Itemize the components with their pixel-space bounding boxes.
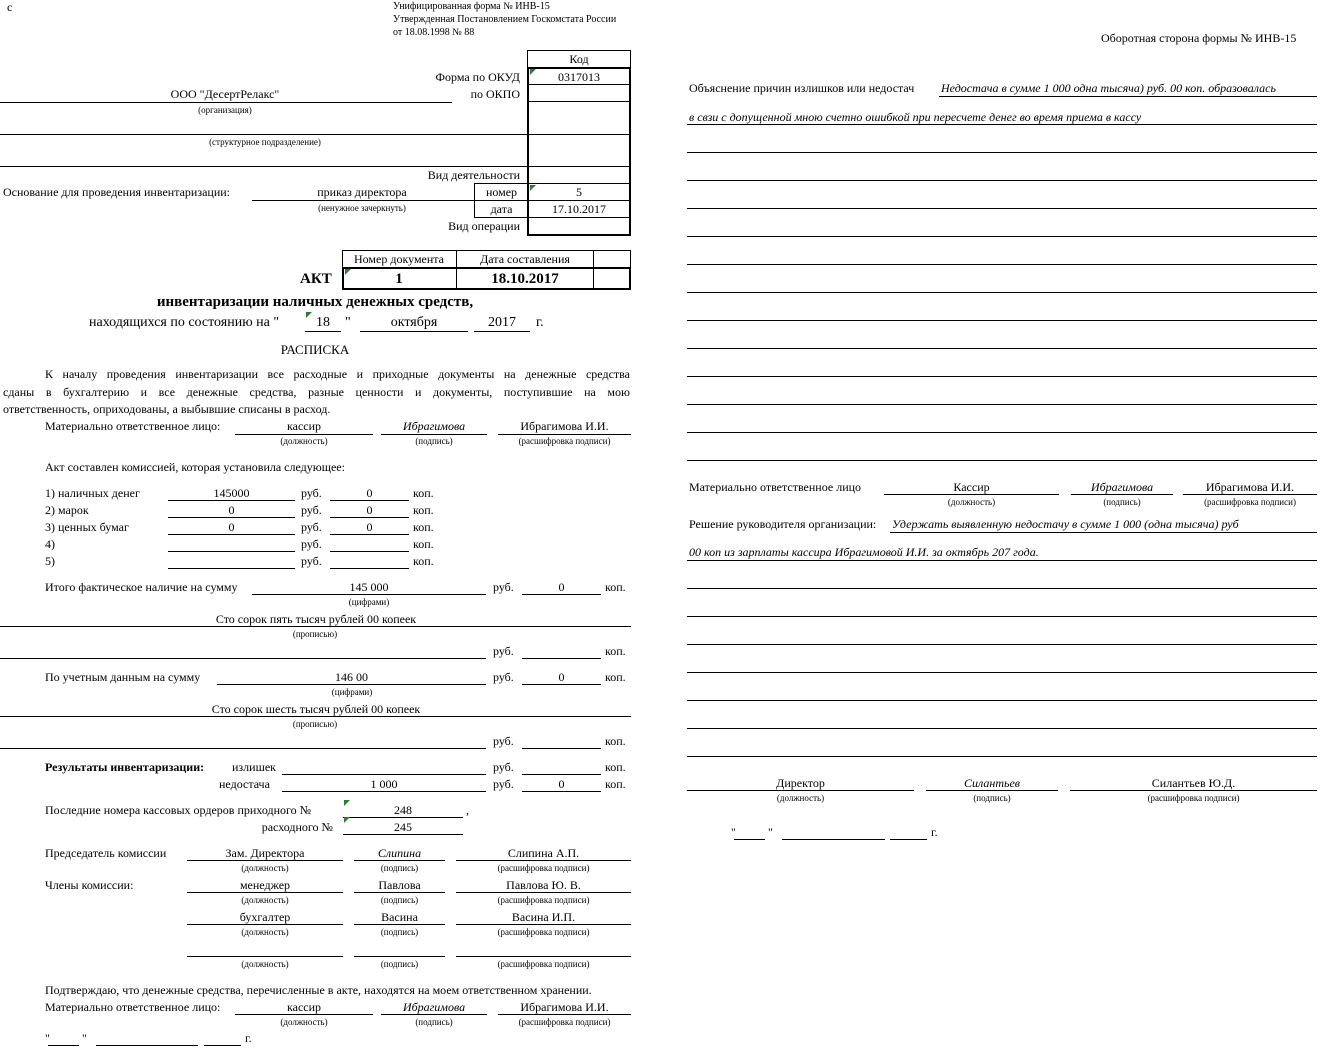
- mol-signature-caption: (подпись): [415, 436, 453, 446]
- mol-position: кассир: [286, 419, 322, 433]
- confirm-name: Ибрагимова И.И.: [520, 1000, 609, 1014]
- rub-label: руб.: [301, 554, 322, 568]
- reason-line-2: в свзи с допущенной мною счетно ошибкой при пересчете денег во время приема в кассу: [689, 110, 1142, 124]
- reverse-mol-label: Материально ответственное лицо: [689, 480, 862, 494]
- form-line-3: от 18.08.1998 № 88: [393, 27, 475, 38]
- shortage-label: недостача: [219, 777, 270, 791]
- name-caption: (расшифровка подписи): [497, 959, 590, 969]
- item-label: 1) наличных денег: [45, 486, 140, 500]
- reverse-date-quote-open: ": [731, 825, 736, 839]
- activity-label: Вид деятельности: [427, 168, 520, 182]
- date-quote-close: ": [82, 1031, 87, 1045]
- position-caption: (должность): [947, 497, 996, 507]
- position-caption: (должность): [241, 959, 289, 969]
- receipt-title: РАСПИСКА: [280, 342, 350, 357]
- position-caption: (должность): [776, 793, 825, 803]
- kop-label: коп.: [413, 554, 434, 568]
- shortage-value: 1 000: [370, 777, 398, 791]
- reverse-date-g: г.: [931, 825, 938, 839]
- act-number: 1: [395, 271, 403, 287]
- rub-label: руб.: [301, 503, 322, 517]
- outgoing-label: расходного №: [261, 820, 333, 834]
- incoming-order: 248: [394, 803, 412, 817]
- signature-caption: (подпись): [973, 793, 1011, 803]
- outgoing-order: 245: [394, 820, 412, 834]
- reverse-date-quote-close: ": [768, 825, 773, 839]
- chairman-label: Председатель комиссии: [45, 846, 167, 860]
- state-label: находящихся по состоянию на ": [89, 315, 280, 330]
- decision-line-2: 00 коп из зарплаты кассира Ибрагимовой И.И. за октябрь 207 года.: [689, 545, 1039, 559]
- words-caption: (прописью): [292, 719, 338, 729]
- item-kop: 0: [366, 520, 373, 534]
- rub-label: руб.: [493, 670, 514, 684]
- position-caption: (должность): [280, 1017, 328, 1027]
- signature-caption: (подпись): [380, 863, 419, 873]
- rub-label: руб.: [493, 760, 514, 774]
- total-value: 145 000: [349, 580, 389, 594]
- receipt-line-3: ответственность, оприходованы, а выбывшие списаны в расход.: [3, 402, 331, 416]
- chairman-signature: Слипина: [377, 846, 422, 860]
- position-caption: (должность): [241, 895, 289, 905]
- kop-label: коп.: [605, 670, 626, 684]
- item-rub: 0: [228, 503, 235, 517]
- item-label: 5): [45, 554, 55, 568]
- okpo-label: по ОКПО: [470, 87, 520, 101]
- signature-caption: (подпись): [415, 1017, 453, 1027]
- item-rub: 0: [228, 520, 235, 534]
- position-caption: (должность): [241, 863, 289, 873]
- reverse-mol-signature: Ибрагимова: [1090, 480, 1154, 494]
- reverse-mol-name: Ибрагимова И.И.: [1205, 480, 1295, 494]
- basis-label: Основание для проведения инвентаризации:: [3, 185, 231, 199]
- kop-label: коп.: [605, 644, 626, 658]
- number-label: номер: [485, 185, 518, 199]
- org-name: ООО "ДесертРелакс": [170, 87, 280, 101]
- total-kop: 0: [558, 580, 565, 594]
- rub-label: руб.: [493, 734, 514, 748]
- mol-name-caption: (расшифровка подписи): [518, 436, 611, 446]
- item-kop: 0: [366, 503, 373, 517]
- digits-caption: (цифрами): [331, 687, 373, 697]
- member1-name: Павлова Ю. В.: [506, 878, 581, 892]
- total-label: Итого фактическое наличие на сумму: [45, 580, 238, 594]
- name-caption: (расшифровка подписи): [497, 927, 590, 937]
- name-caption: (расшифровка подписи): [1147, 793, 1240, 803]
- member2-position: бухгалтер: [239, 910, 291, 924]
- confirm-signature: Ибрагимова: [402, 1000, 466, 1014]
- decision-label: Решение руководителя организации:: [689, 517, 877, 531]
- state-g: г.: [536, 315, 544, 330]
- book-label: По учетным данным на сумму: [45, 670, 201, 684]
- name-caption: (расшифровка подписи): [518, 1017, 611, 1027]
- state-day: 18: [316, 315, 330, 330]
- commission-intro: Акт составлен комиссией, которая установила следующее:: [45, 460, 345, 474]
- book-value: 146 00: [335, 670, 368, 684]
- act-title: инвентаризации наличных денежных средств,: [156, 294, 474, 310]
- rub-label: руб.: [301, 486, 322, 500]
- signature-caption: (подпись): [1103, 497, 1141, 507]
- kop-label: коп.: [605, 580, 626, 594]
- kop-label: коп.: [413, 520, 434, 534]
- head-signature: Силантьев: [964, 776, 1020, 790]
- kop-label: коп.: [605, 734, 626, 748]
- rub-label: руб.: [301, 520, 322, 534]
- words-caption: (прописью): [292, 629, 338, 639]
- item-rub: 145000: [213, 486, 250, 500]
- corner-mark: с: [7, 0, 13, 14]
- name-caption: (расшифровка подписи): [497, 863, 590, 873]
- form-header: [393, 0, 631, 39]
- state-quote: ": [345, 315, 351, 330]
- members-label: Члены комиссии:: [45, 878, 134, 892]
- reason-line-1: Недостача в сумме 1 000 одна тысяча) руб. 00 коп. образовалась: [941, 81, 1276, 95]
- rub-label: руб.: [301, 537, 322, 551]
- date-header: Дата составления: [480, 252, 570, 266]
- date-value: 17.10.2017: [552, 202, 606, 216]
- date-g: г.: [245, 1031, 252, 1045]
- member1-position: менеджер: [239, 878, 291, 892]
- chairman-position: Зам. Директора: [225, 846, 305, 860]
- book-words: Сто сорок шесть тысяч рублей 00 копеек: [211, 702, 421, 716]
- member1-signature: Павлова: [378, 878, 421, 892]
- rub-label: руб.: [493, 777, 514, 791]
- book-kop: 0: [558, 670, 565, 684]
- decision-line-1: Удержать выявленную недостачу в сумме 1 000 (одна тысяча) руб: [892, 517, 1239, 531]
- kop-label: коп.: [413, 486, 434, 500]
- subdivision-caption: (структурное подразделение): [209, 137, 321, 147]
- number-value: 5: [576, 185, 582, 199]
- item-label: 4): [45, 537, 55, 551]
- code-header: Код: [569, 52, 589, 66]
- digits-caption: (цифрами): [348, 597, 390, 607]
- org-caption: (организация): [198, 105, 252, 115]
- item-kop: 0: [366, 486, 373, 500]
- kop-label: коп.: [413, 503, 434, 517]
- confirm-position: кассир: [286, 1000, 322, 1014]
- orders-comma: ,: [466, 803, 469, 817]
- chairman-name: Слипина А.П.: [507, 846, 580, 860]
- mol-position-caption: (должность): [280, 436, 328, 446]
- receipt-line-1: К началу проведения инвентаризации все расходные и приходные документы на денежные средства: [45, 367, 630, 381]
- rub-label: руб.: [493, 644, 514, 658]
- date-label: дата: [490, 202, 513, 216]
- mol-label: Материально ответственное лицо:: [45, 419, 221, 433]
- total-words: Сто сорок пять тысяч рублей 00 копеек: [215, 612, 417, 626]
- operation-label: Вид операции: [448, 219, 520, 233]
- signature-caption: (подпись): [380, 927, 419, 937]
- item-label: 2) марок: [45, 503, 89, 517]
- shortage-kop: 0: [558, 777, 565, 791]
- signature-caption: (подпись): [380, 895, 419, 905]
- code-header-cell: [527, 50, 631, 68]
- date-quote-open: ": [45, 1031, 50, 1045]
- act-date: 18.10.2017: [491, 271, 559, 287]
- basis-caption: (ненужное зачеркнуть): [318, 203, 406, 213]
- name-caption: (расшифровка подписи): [1204, 497, 1296, 507]
- confirm-mol-label: Материально ответственное лицо:: [45, 1000, 221, 1014]
- head-name: Силантьев Ю.Д.: [1151, 776, 1236, 790]
- results-label: Результаты инвентаризации:: [45, 760, 205, 774]
- form-line-2: Утвержденная Постановлением Госкомстата России: [393, 14, 617, 25]
- member2-signature: Васина: [381, 910, 418, 924]
- reason-label: Объяснение причин излишков или недостач: [689, 81, 915, 95]
- signature-caption: (подпись): [380, 959, 419, 969]
- okud-label: Форма по ОКУД: [435, 70, 520, 84]
- surplus-label: излишек: [232, 760, 276, 774]
- mol-name: Ибрагимова И.И.: [520, 419, 609, 433]
- reverse-mol-position: Кассир: [953, 480, 990, 494]
- state-month: октября: [390, 315, 438, 330]
- rub-label: руб.: [493, 580, 514, 594]
- item-label: 3) ценных бумаг: [45, 520, 129, 534]
- kop-label: коп.: [605, 777, 626, 791]
- position-caption: (должность): [241, 927, 289, 937]
- kop-label: коп.: [605, 760, 626, 774]
- confirm-text: Подтверждаю, что денежные средства, перечисленные в акте, находятся на моем ответственном хранении.: [45, 983, 592, 997]
- basis-value: приказ директора: [317, 185, 407, 199]
- receipt-line-2: сданы в бухгалтерию и все денежные средства, разные ценности и документы, поступившие на мою: [3, 385, 630, 399]
- act-label: АКТ: [300, 271, 332, 287]
- state-year: 2017: [488, 315, 516, 330]
- kop-label: коп.: [413, 537, 434, 551]
- reverse-title: Оборотная сторона формы № ИНВ-15: [1101, 31, 1297, 45]
- name-caption: (расшифровка подписи): [497, 895, 590, 905]
- head-position: Директор: [776, 776, 825, 790]
- member2-name: Васина И.П.: [511, 910, 576, 924]
- form-line-1: Унифицированная форма № ИНВ-15: [393, 1, 550, 12]
- mol-signature: Ибрагимова: [402, 419, 466, 433]
- orders-label: Последние номера кассовых ордеров приходного №: [45, 803, 312, 817]
- docnum-header: Номер документа: [353, 252, 445, 266]
- okud-value: 0317013: [558, 70, 600, 84]
